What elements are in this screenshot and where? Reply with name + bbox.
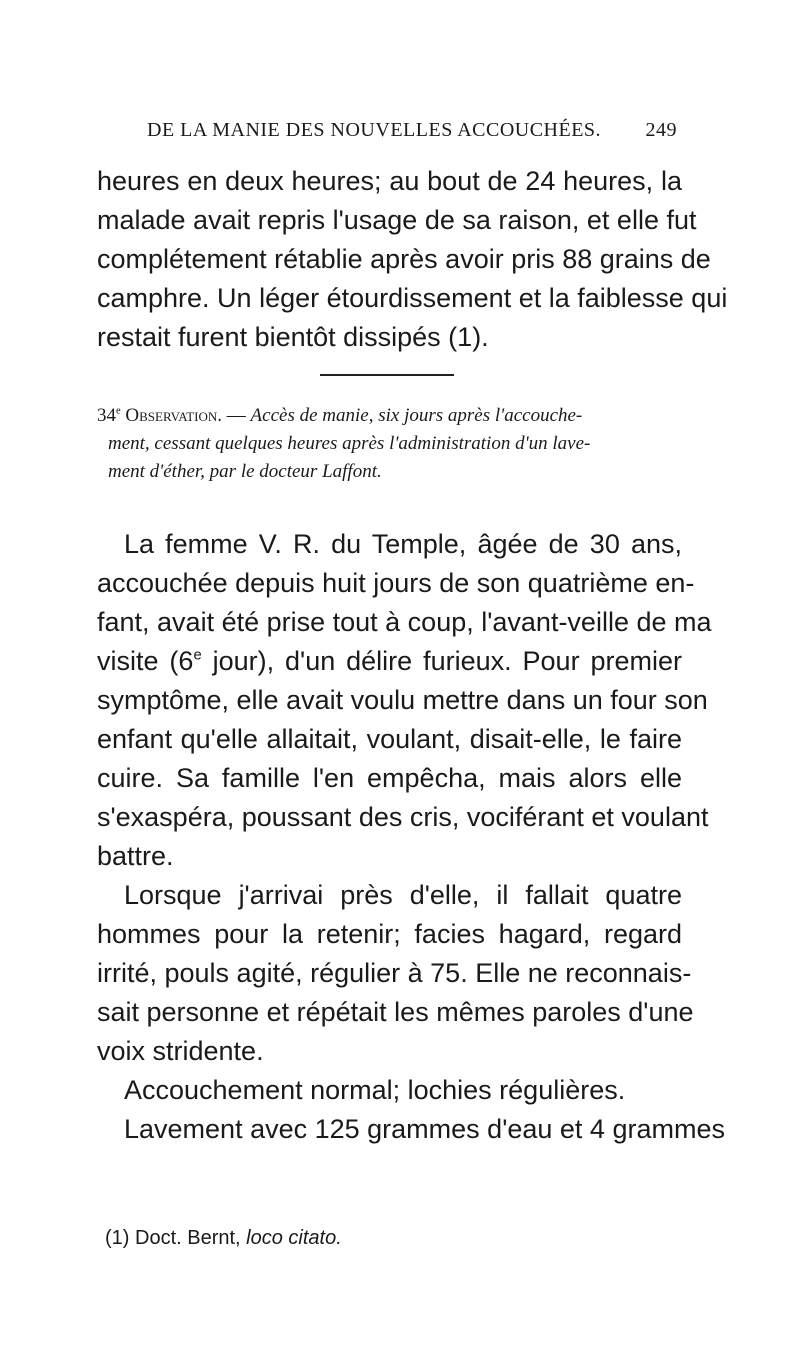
ordinal-suffix: e	[193, 647, 202, 664]
body-line: La femme V. R. du Temple, âgée de 30 ans,	[124, 529, 682, 559]
running-head-title: DE LA MANIE DES NOUVELLES ACCOUCHÉES.	[147, 119, 602, 141]
section-divider	[320, 374, 454, 376]
body-line: cuire. Sa famille l'en empêcha, mais alors elle	[97, 763, 682, 793]
body-line: voix stridente.	[97, 1036, 264, 1066]
observation-title-line-3	[108, 461, 693, 483]
observation-number-suffix: e	[116, 405, 121, 417]
body-line: battre.	[97, 841, 174, 871]
body-line: symptôme, elle avait voulu mettre dans un four son	[97, 685, 708, 715]
body-line: fant, avait été prise tout à coup, l'avant-veille de ma	[97, 607, 712, 637]
body-line: restait furent bientôt dissipés (1).	[97, 322, 489, 352]
body-line: hommes pour la retenir; facies hagard, regard	[97, 919, 682, 949]
observation-heading	[97, 405, 682, 427]
body-line: malade avait repris l'usage de sa raison, et elle fut	[97, 205, 697, 235]
body-text: visite (6	[97, 646, 194, 676]
running-head	[147, 119, 677, 142]
body-line: heures en deux heures; au bout de 24 heures, la	[97, 166, 682, 196]
observation-title-line: ment, cessant quelques heures après l'administration d'un lave-	[108, 433, 591, 454]
body-line	[97, 646, 682, 677]
footnote-text: Doct. Bernt,	[129, 1227, 247, 1249]
body-line: Lorsque j'arrivai près d'elle, il fallait quatre	[124, 880, 682, 910]
body-text: jour), d'un délire furieux. Pour premier	[201, 646, 682, 676]
body-line: complétement rétablie après avoir pris 88 grains de	[97, 244, 711, 274]
body-line: Lavement avec 125 grammes d'eau et 4 grammes	[124, 1114, 725, 1144]
body-line: Accouchement normal; lochies régulières.	[124, 1075, 626, 1105]
body-line: accouchée depuis huit jours de son quatrième en-	[97, 568, 695, 598]
body-line: irrité, pouls agité, régulier à 75. Elle ne reconnais-	[97, 958, 692, 988]
observation-title-line: ment d'éther, par le docteur Laffont.	[108, 461, 382, 482]
body-line: enfant qu'elle allaitait, voulant, disait-elle, le faire	[97, 724, 682, 754]
observation-dash: —	[222, 405, 251, 426]
footnote-italic: loco citato.	[246, 1227, 342, 1249]
footnote-marker: (1)	[105, 1227, 130, 1249]
page-number: 249	[645, 119, 677, 141]
observation-label: Observation.	[125, 405, 223, 426]
observation-number: 34	[97, 405, 116, 426]
observation-title-line-2	[108, 433, 693, 455]
body-line: camphre. Un léger étourdissement et la faiblesse qui	[97, 283, 728, 313]
body-line: sait personne et répétait les mêmes paroles d'une	[97, 997, 694, 1027]
observation-title-line: Accès de manie, six jours après l'accouche-	[250, 405, 583, 426]
body-line: s'exaspéra, poussant des cris, vociférant et voulant	[97, 802, 709, 832]
footnote	[105, 1227, 342, 1250]
